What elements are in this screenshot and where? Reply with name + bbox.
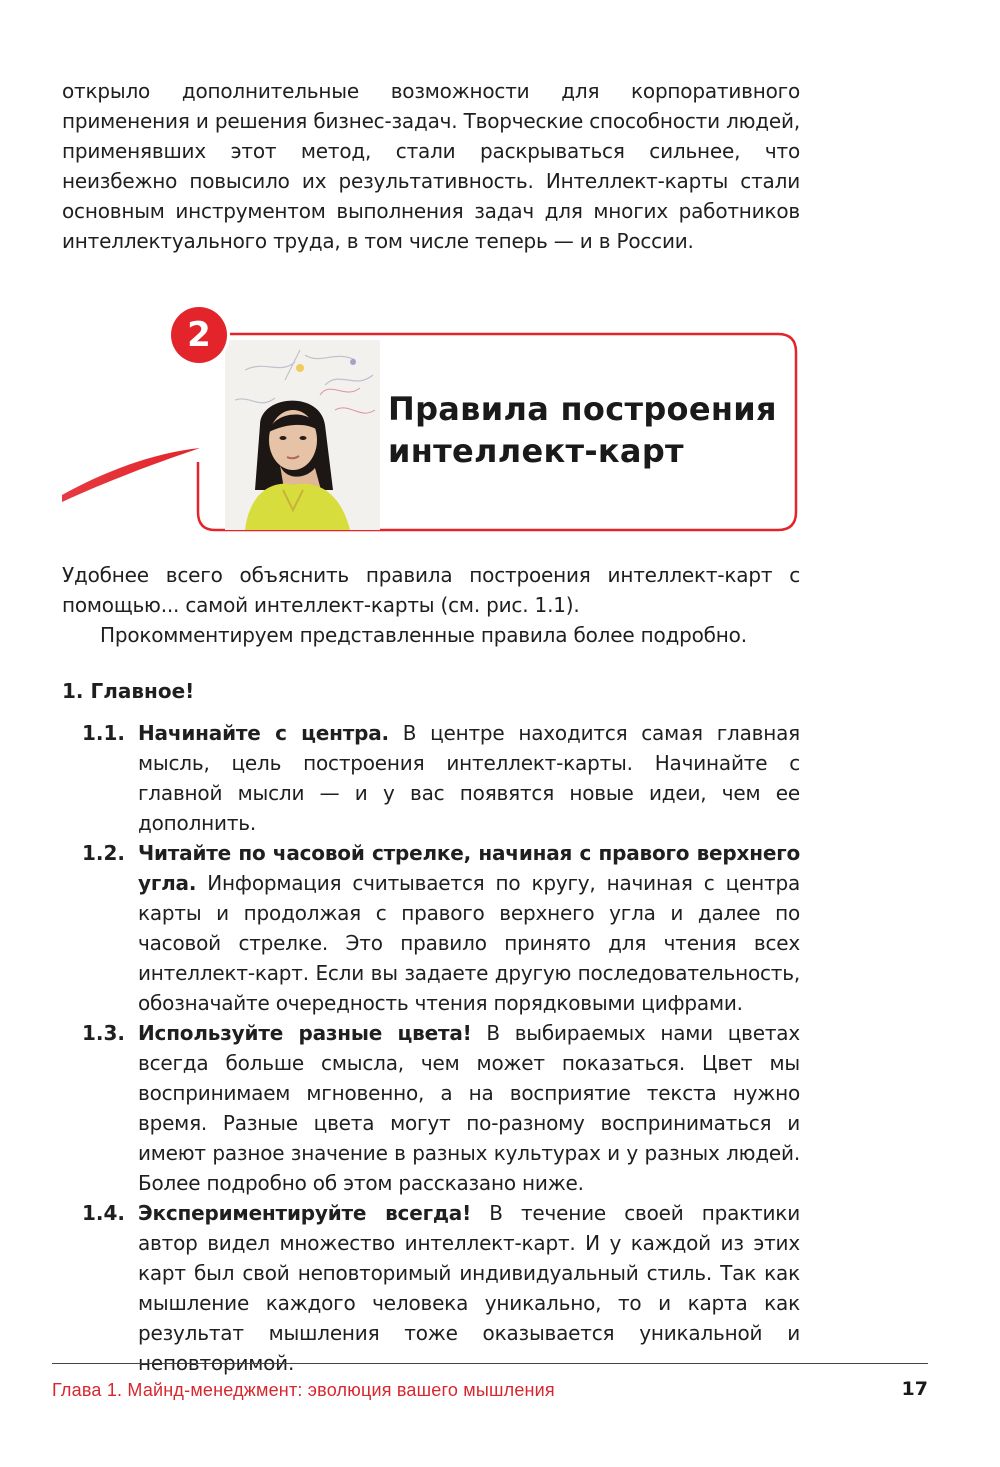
rule-body: В течение своей практики автор видел множество интеллект-карт. И у каждой из этих карт был свой неповторимый индивидуальный стиль. Так как мышление каждого человека уникально, то и карта как результат мышления тоже оказывается уникальной и неповторимой.	[138, 1201, 800, 1375]
subsection-heading: 1. Главное!	[62, 679, 195, 703]
rule-text	[138, 718, 800, 838]
section-title-line-1: Правила построения	[388, 390, 777, 428]
rule-text	[138, 1018, 800, 1198]
rule-bold-lead: Начинайте с центра.	[138, 721, 389, 745]
rule-number: 1.1.	[82, 721, 126, 745]
thinking-woman-photo	[225, 340, 380, 530]
rule-number: 1.2.	[82, 841, 126, 865]
rule-bold-lead: Используйте разные цвета!	[138, 1021, 472, 1045]
rule-text	[138, 1198, 800, 1378]
section-title-line-2: интеллект-карт	[388, 432, 684, 470]
woman-illustration-icon	[225, 340, 380, 530]
rule-body: В центре находится самая главная мысль, цель построения интеллект-карты. Начинайте с главной мысли — и у вас появятся новые идеи, чем ее дополнить.	[138, 721, 800, 835]
lead-paragraph: Удобнее всего объяснить правила построения интеллект-карт с помощью... самой интеллект-карты (см. рис. 1.1).	[62, 563, 800, 617]
rule-body: В выбираемых нами цветах всегда больше смысла, чем может показаться. Цвет мы воспринимаем мгновенно, а на восприятие текста нужно время. Разные цвета могут по-разному восприниматься и имеют разное значение в разных культурах и у разных людей. Более подробно об этом рассказано ниже.	[138, 1021, 800, 1195]
footer-divider	[52, 1363, 928, 1364]
rule-item	[62, 838, 800, 1018]
rule-number: 1.3.	[82, 1021, 126, 1045]
intro-paragraph: открыло дополнительные возможности для корпоративного применения и решения бизнес-задач. Творческие способности людей, применявших этот метод, стали раскрываться сильнее, что неизбежно повысило их результативность. Интеллект-карты стали основным инструментом выполнения задач для многих работников интеллектуального труда, в том числе теперь — и в России.	[62, 79, 800, 253]
section-title	[388, 388, 788, 472]
section-number-badge: 2	[171, 307, 227, 363]
page-number: 17	[901, 1378, 928, 1400]
rule-item	[62, 1018, 800, 1198]
rule-item	[62, 718, 800, 838]
rule-text	[138, 838, 800, 1018]
rule-item	[62, 1198, 800, 1378]
rule-number: 1.4.	[82, 1201, 126, 1225]
rule-body: Информация считывается по кругу, начиная с центра карты и продолжая с правого верхнего угла и далее по часовой стрелке. Это правило принято для чтения всех интеллект-карт. Если вы задаете другую последовательность, обозначайте очередность чтения порядковыми цифрами.	[138, 871, 800, 1015]
footer-chapter-title: Глава 1. Майнд-менеджмент: эволюция вашего мышления	[52, 1380, 555, 1400]
rules-list	[62, 718, 800, 1378]
rule-bold-lead: Читайте по часовой стрелке, начиная с правого верхнего угла.	[138, 841, 800, 895]
comment-line: Прокомментируем представленные правила более подробно.	[100, 623, 747, 647]
rule-bold-lead: Экспериментируйте всегда!	[138, 1201, 471, 1225]
